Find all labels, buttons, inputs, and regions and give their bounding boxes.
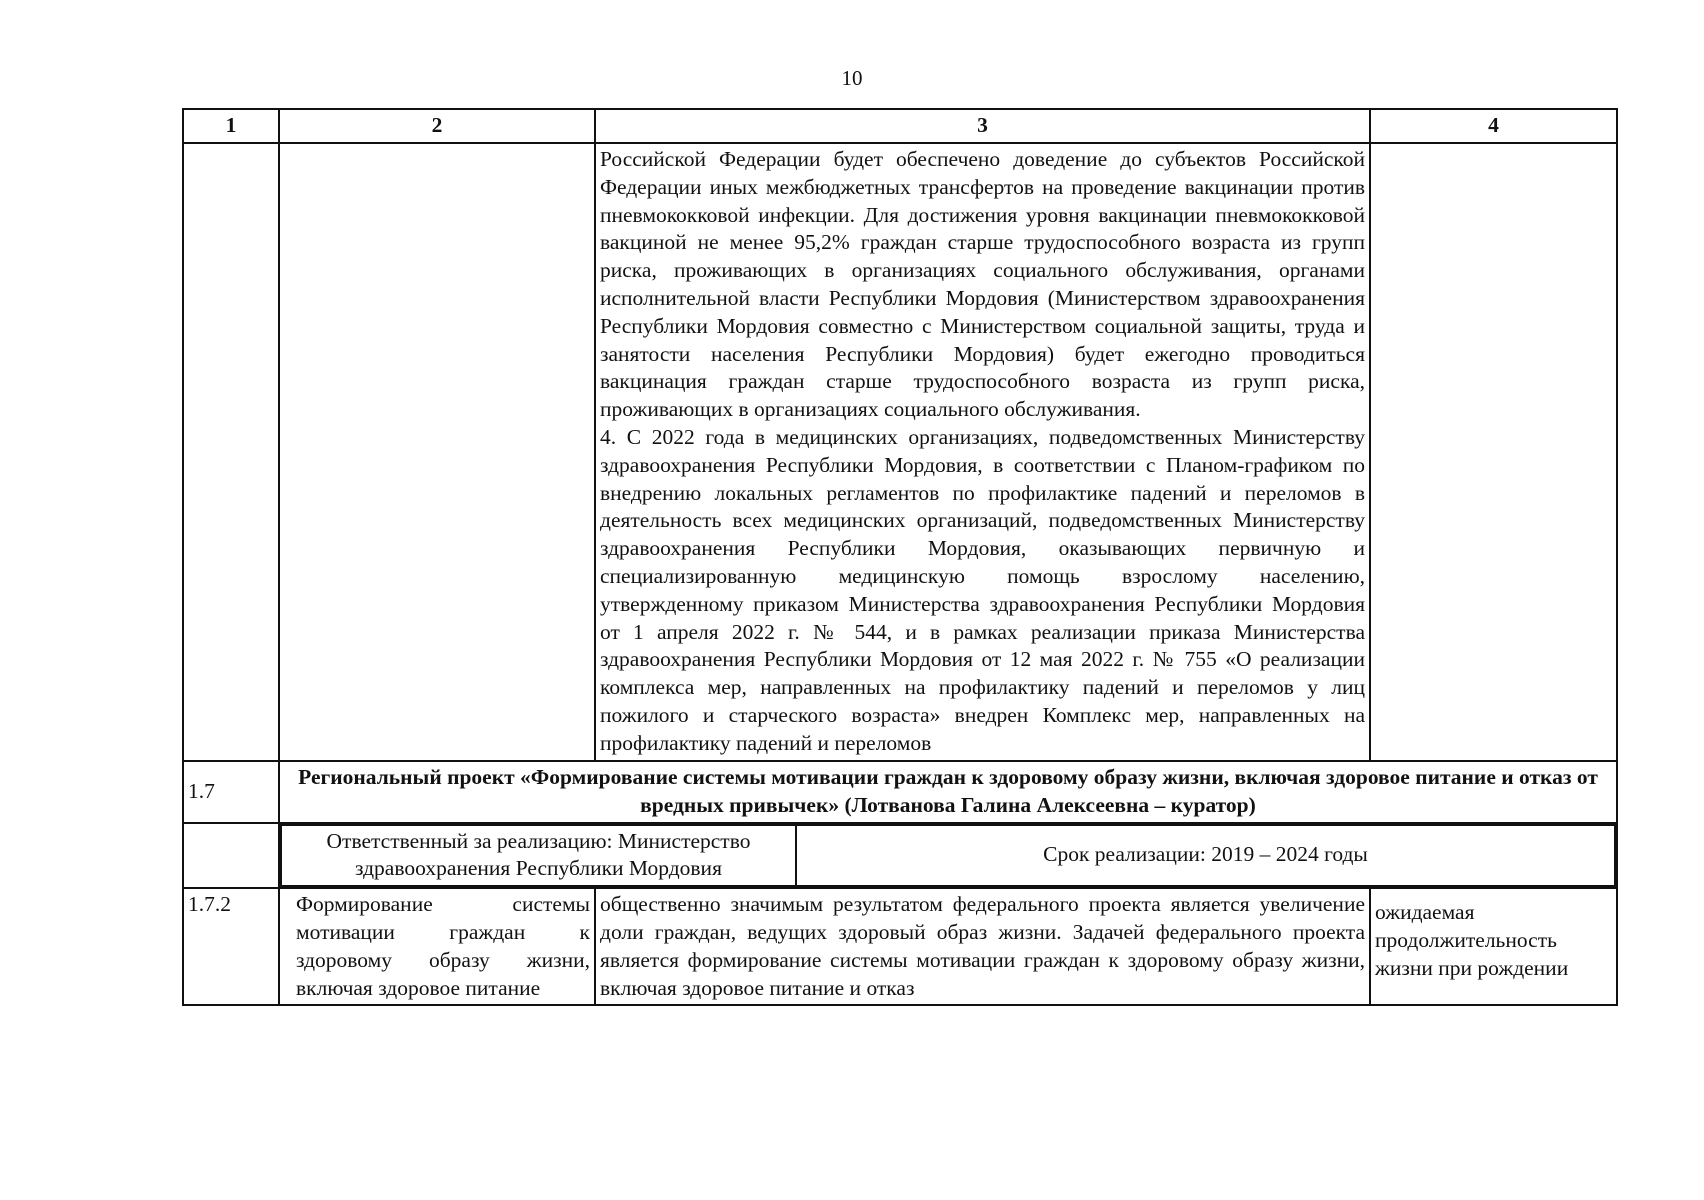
item-description: общественно значимым результатом федерального проекта является увеличение доли граждан, ведущих здоровый образ жизни. Задачей федерального проекта является формирование системы мотивации граждан к здоровому образу жизни, включая здоровое питание и отказ (595, 888, 1370, 1005)
continued-paragraph-2: 4. С 2022 года в медицинских организациях, подведомственных Министерству здравоохранения Республики Мордовия, в соответствии с Планом-графиком по внедрению локальных регламентов по профилактике падений и переломов в деятельность всех медицинских организаций, подведомственных Министерству здравоохранения Республики Мордовия, оказывающих первичную и специализированную медицинскую помощь взрослому населению, утвержденному приказом Министерства здравоохранения Республики Мордовия от 1 апреля 2022 г. № 544, и в рамках реализации приказа Министерства здравоохранения Республики Мордовия от 12 мая 2022 г. № 755 «О реализации комплекса мер, направленных на профилактику падений и переломов у лиц пожилого и старческого возраста» внедрен Комплекс мер, направленных на профилактику падений и переломов (600, 424, 1365, 755)
table-row-item (183, 888, 1617, 1005)
table-header-row (183, 109, 1617, 143)
page-number: 10 (841, 66, 863, 90)
continued-col-2 (279, 143, 595, 761)
project-number: 1.7 (183, 761, 279, 823)
item-name: Формирование системы мотивации граждан к здоровому образу жизни, включая здоровое питание (279, 888, 595, 1005)
continued-paragraph-1: Российской Федерации будет обеспечено доведение до субъектов Российской Федерации иных межбюджетных трансфертов на проведение вакцинации против пневмококковой инфекции. Для достижения уровня вакцинации пневмококковой вакциной не менее 95,2% граждан старше трудоспособного возраста из групп риска, проживающих в организациях социального обслуживания, органами исполнительной власти Республики Мордовия (Министерством здравоохранения Республики Мордовия совместно с Министерством социальной защиты, труда и занятости населения Республики Мордовия) будет ежегодно проводиться вакцинация граждан старше трудоспособного возраста из групп риска, проживающих в организациях социального обслуживания. (600, 147, 1365, 422)
responsible-col-1 (183, 823, 279, 889)
table-row-continued (183, 143, 1617, 761)
responsible-cell (279, 823, 1617, 889)
measures-table (182, 108, 1618, 1006)
continued-col-1 (183, 143, 279, 761)
responsible-text: Ответственный за реализацию: Министерство здравоохранения Республики Мордовия (281, 825, 796, 887)
responsible-inner (280, 824, 1616, 888)
item-number: 1.7.2 (183, 888, 279, 1005)
continued-col-4 (1370, 143, 1617, 761)
table-row-responsible (183, 823, 1617, 889)
period-text: Срок реализации: 2019 – 2024 годы (796, 825, 1615, 887)
header-col-1: 1 (183, 109, 279, 143)
project-title: Региональный проект «Формирование системы мотивации граждан к здоровому образу жизни, включая здоровое питание и отказ от вредных привычек» (Лотванова Галина Алексеевна – куратор) (279, 761, 1617, 823)
item-indicator: ожидаемая продолжительность жизни при рождении (1370, 888, 1617, 1005)
continued-col-3 (595, 143, 1370, 761)
header-col-2: 2 (279, 109, 595, 143)
header-col-3: 3 (595, 109, 1370, 143)
header-col-4: 4 (1370, 109, 1617, 143)
table-row-project (183, 761, 1617, 823)
